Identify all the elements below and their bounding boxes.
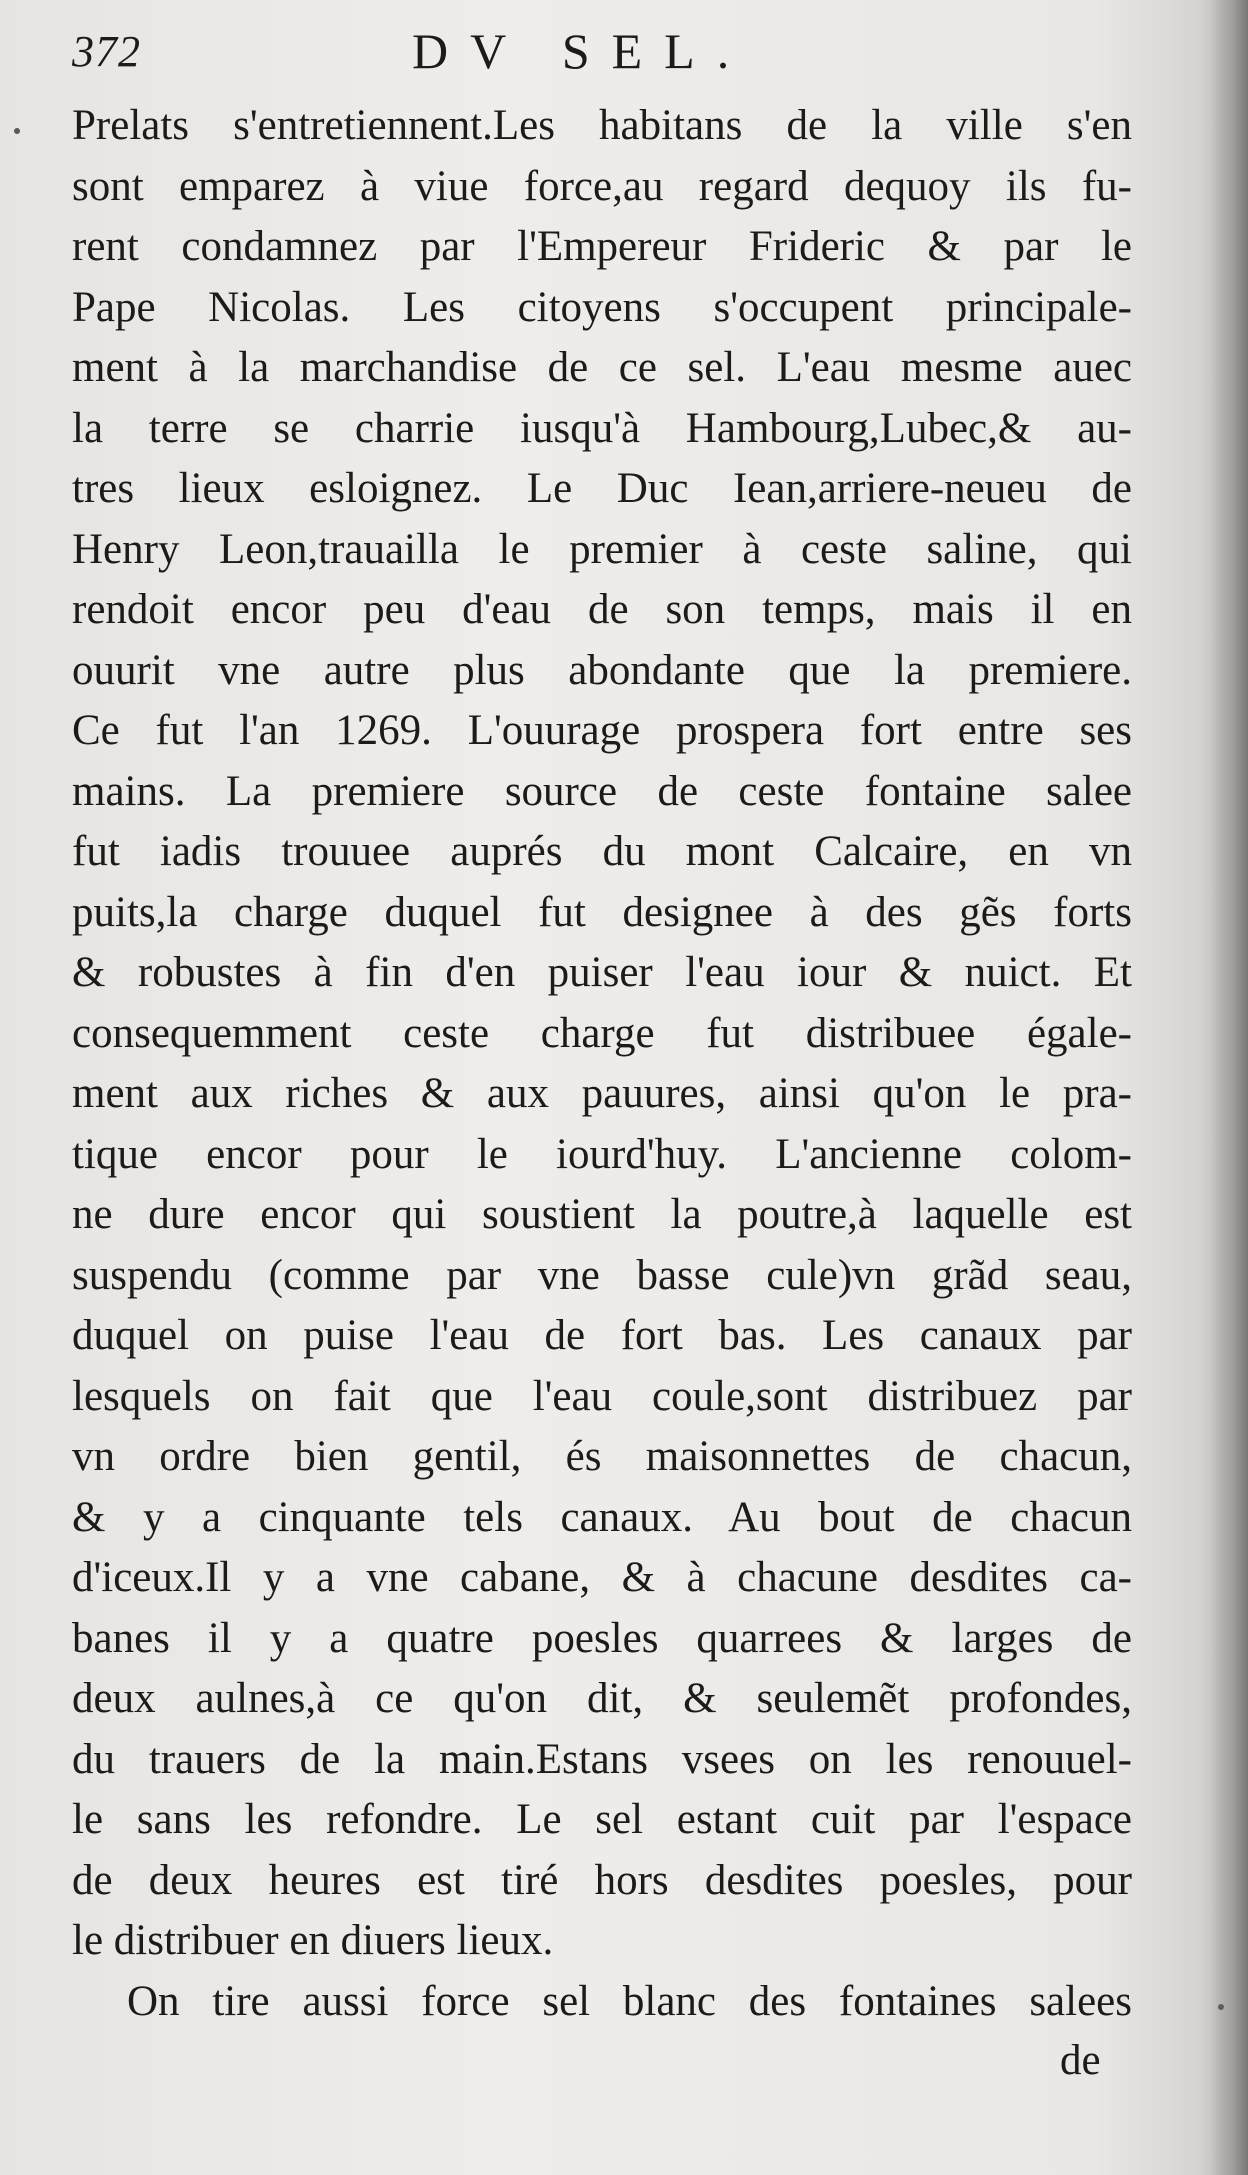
paragraph-first-line: On tire aussi force sel blanc des fontaines salees (127, 1977, 1132, 2025)
running-title: DV SEL. (412, 23, 752, 79)
text-line: Pape Nicolas. Les citoyens s'occupent principale- (72, 283, 1132, 331)
text-line: & y a cinquante tels canaux. Au bout de chacun (72, 1493, 1132, 1541)
text-line: deux aulnes,à ce qu'on dit, & seulemẽt profondes, (72, 1675, 1132, 1722)
text-line: duquel on puise l'eau de fort bas. Les canaux par (72, 1312, 1132, 1359)
text-line: suspendu (comme par vne basse cule)vn grãd seau, (72, 1251, 1132, 1299)
text-line: rent condamnez par l'Empereur Frideric & par le (72, 223, 1132, 270)
paper-speck (1218, 2004, 1224, 2010)
text-line: puits,la charge duquel fut designee à des gẽs forts (72, 888, 1132, 936)
text-line: du trauers de la main.Estans vsees on les renouuel- (72, 1735, 1132, 1783)
text-line: la terre se charrie iusqu'à Hambourg,Lubec,& au- (72, 404, 1132, 452)
text-line: fut iadis trouuee auprés du mont Calcaire, en vn (72, 828, 1132, 875)
text-line: Prelats s'entretiennent.Les habitans de la ville s'en (72, 102, 1132, 149)
text-line: Henry Leon,trauailla le premier à ceste saline, qui (72, 525, 1132, 573)
text-line: lesquels on fait que l'eau coule,sont distribuez par (72, 1372, 1132, 1420)
text-line: & robustes à fin d'en puiser l'eau iour & nuict. Et (72, 949, 1132, 996)
text-line: sont emparez à viue force,au regard dequoy ils fu- (72, 162, 1132, 210)
text-line: ment à la marchandise de ce sel. L'eau mesme auec (72, 344, 1132, 391)
catchword: de (1060, 2037, 1101, 2084)
text-line: Ce fut l'an 1269. L'ouurage prospera fort entre ses (72, 707, 1132, 754)
text-line: le distribuer en diuers lieux. (72, 1917, 554, 1964)
text-line: d'iceux.Il y a vne cabane, & à chacune desdites ca- (72, 1554, 1132, 1601)
paper-speck (14, 128, 20, 134)
text-line: tres lieux esloignez. Le Duc Iean,arriere-neueu de (72, 465, 1132, 512)
text-line: de deux heures est tiré hors desdites poesles, pour (72, 1856, 1132, 1904)
page-number: 372 (72, 27, 141, 76)
body-text (72, 96, 1132, 2032)
text-line: consequemment ceste charge fut distribuee égale- (72, 1009, 1132, 1057)
text-line: le sans les refondre. Le sel estant cuit par l'espace (72, 1796, 1132, 1843)
page-header (72, 22, 1152, 88)
text-line: ouurit vne autre plus abondante que la premiere. (72, 646, 1132, 694)
text-line: rendoit encor peu d'eau de son temps, mais il en (72, 586, 1132, 633)
text-line: vn ordre bien gentil, és maisonnettes de chacun, (72, 1433, 1132, 1480)
text-line: tique encor pour le iourd'huy. L'ancienne colom- (72, 1130, 1132, 1178)
text-line: banes il y a quatre poesles quarrees & larges de (72, 1614, 1132, 1662)
text-line: ment aux riches & aux pauures, ainsi qu'on le pra- (72, 1070, 1132, 1117)
text-line: ne dure encor qui soustient la poutre,à laquelle est (72, 1191, 1132, 1238)
text-line: mains. La premiere source de ceste fontaine salee (72, 767, 1132, 815)
